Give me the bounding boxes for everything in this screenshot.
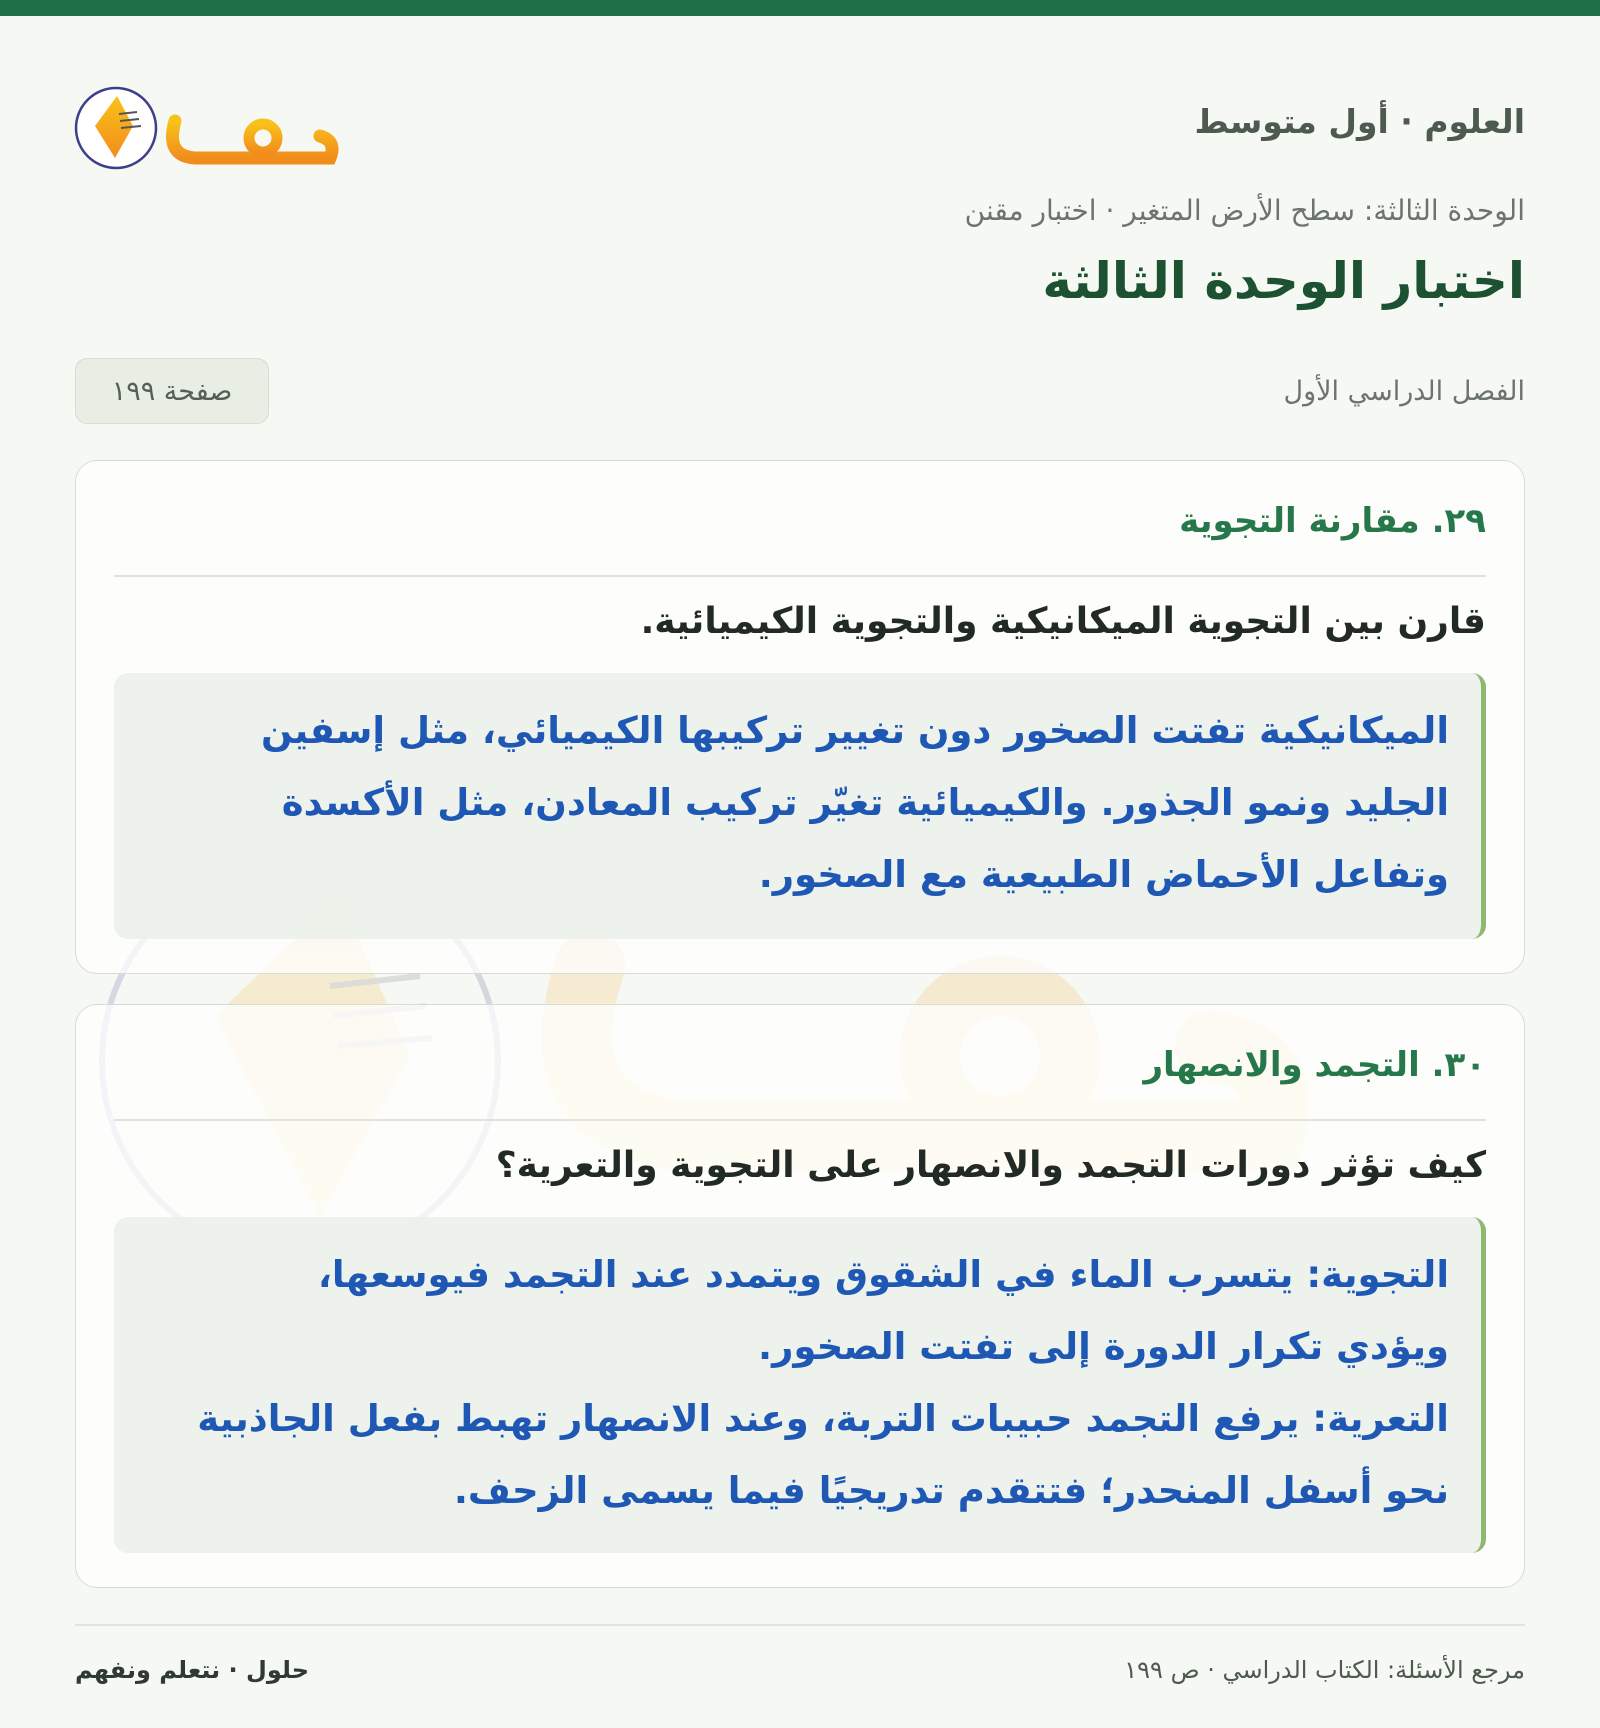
header (72, 66, 1525, 176)
answer-line: التعرية: يرفع التجمد حبيبات التربة، وعند الانصهار تهبط بفعل الجاذبية (197, 1397, 1449, 1440)
svg-text:حلول: حلول (72, 66, 75, 67)
footer-reference: مرجع الأسئلة: الكتاب الدراسي · ص ١٩٩ (1124, 1656, 1525, 1684)
divider (114, 1119, 1486, 1121)
question-text: كيف تؤثر دورات التجمد والانصهار على التجوية والتعرية؟ (495, 1145, 1486, 1186)
answer-line: وتفاعل الأحماض الطبيعية مع الصخور. (758, 853, 1449, 896)
divider (114, 575, 1486, 577)
page-title: اختبار الوحدة الثالثة (1042, 252, 1525, 310)
footer-brand: حلول · نتعلم ونفهم (75, 1656, 309, 1684)
breadcrumb: الوحدة الثالثة: سطح الأرض المتغير · اختبار مقنن (964, 194, 1525, 227)
question-card (75, 1004, 1525, 1588)
site-logo[interactable] (72, 66, 335, 176)
question-card (75, 460, 1525, 974)
top-accent-bar (0, 0, 1600, 16)
question-heading: ٢٩. مقارنة التجوية (1179, 501, 1486, 541)
logo-icon (72, 66, 335, 176)
subject-title: العلوم · أول متوسط (1194, 102, 1525, 141)
answer-line: نحو أسفل المنحدر؛ فتتقدم تدريجيًا فيما يسمى الزحف. (453, 1469, 1449, 1512)
answer-box (114, 1217, 1486, 1553)
term-label: الفصل الدراسي الأول (1283, 376, 1525, 407)
answer-line: الميكانيكية تفتت الصخور دون تغيير تركيبها الكيميائي، مثل إسفين (260, 709, 1449, 752)
answer-line: ويؤدي تكرار الدورة إلى تفتت الصخور. (758, 1325, 1449, 1368)
question-text: قارن بين التجوية الميكانيكية والتجوية الكيميائية. (640, 601, 1486, 642)
question-heading: ٣٠. التجمد والانصهار (1143, 1045, 1486, 1085)
answer-line: التجوية: يتسرب الماء في الشقوق ويتمدد عند التجمد فيوسعها، (317, 1253, 1449, 1296)
page (0, 16, 1600, 1728)
answer-line: الجليد ونمو الجذور. والكيميائية تغيّر تركيب المعادن، مثل الأكسدة (281, 781, 1449, 824)
answer-box (114, 673, 1486, 939)
page-number-badge: صفحة ١٩٩ (75, 358, 269, 424)
footer-divider (75, 1624, 1525, 1626)
